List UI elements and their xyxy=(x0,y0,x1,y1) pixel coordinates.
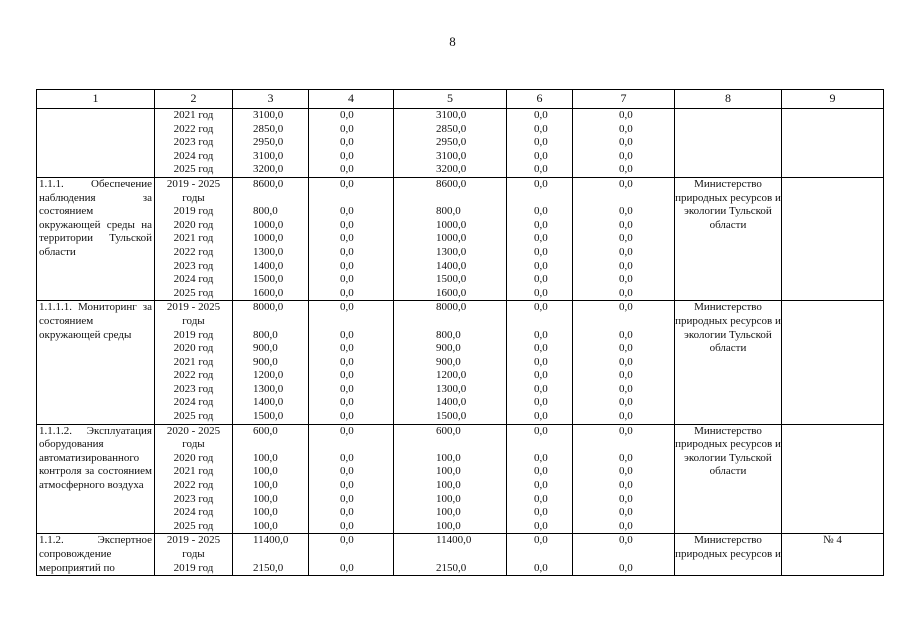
cell-value: 2020 - 2025 xyxy=(166,424,221,437)
cell-value: 0,0 xyxy=(340,479,354,492)
cell-value: 2022 год xyxy=(173,369,214,382)
cell-value: 2850,0 xyxy=(436,122,467,135)
cell-value: 0,0 xyxy=(340,286,354,299)
cell-value xyxy=(233,192,308,206)
cell-value: 0,0 xyxy=(340,163,354,176)
cell-value: 0,0 xyxy=(340,424,354,437)
cell-value xyxy=(507,438,572,452)
column-7-cell xyxy=(573,534,675,576)
page-number: 8 xyxy=(449,34,456,49)
cell-value: 0,0 xyxy=(534,218,548,231)
cell-value: 800,0 xyxy=(253,328,278,341)
column-4-cell xyxy=(309,534,394,576)
cell-value: 0,0 xyxy=(619,245,633,258)
responsible-organization: Министерство природных ресурсов и экологии Тульской области xyxy=(675,177,782,300)
column-6-cell xyxy=(507,177,573,300)
cell-value: 2021 год xyxy=(173,465,214,478)
activity-description xyxy=(37,109,155,178)
cell-value: 0,0 xyxy=(534,561,548,574)
cell-value: 0,0 xyxy=(619,163,633,176)
cell-value: 3100,0 xyxy=(253,109,284,121)
cell-value: 0,0 xyxy=(534,149,548,162)
cell-value: 0,0 xyxy=(619,301,633,314)
cell-value: 100,0 xyxy=(436,519,461,532)
cell-value: 2150,0 xyxy=(436,561,467,574)
cell-value: 0,0 xyxy=(534,109,548,121)
column-header-5: 5 xyxy=(394,90,507,109)
cell-value: 1000,0 xyxy=(436,218,467,231)
cell-value: 900,0 xyxy=(253,342,278,355)
cell-value: 0,0 xyxy=(534,301,548,314)
cell-value: 2019 год xyxy=(173,561,214,574)
cell-value: 0,0 xyxy=(534,506,548,519)
cell-value xyxy=(507,192,572,206)
cell-value: 0,0 xyxy=(619,410,633,423)
cell-value: 0,0 xyxy=(534,122,548,135)
cell-value: 0,0 xyxy=(340,465,354,478)
cell-value xyxy=(394,192,506,206)
cell-value: 0,0 xyxy=(340,328,354,341)
cell-value xyxy=(573,438,674,452)
column-2-cell xyxy=(155,424,233,534)
cell-value: 2850,0 xyxy=(253,122,284,135)
cell-value: 100,0 xyxy=(436,506,461,519)
cell-value: 11400,0 xyxy=(253,534,289,547)
cell-value xyxy=(507,315,572,329)
activity-description: 1.1.1.1. Мониторинг за состоянием окружающей среды xyxy=(37,301,155,424)
cell-value: 2025 год xyxy=(173,410,214,423)
cell-value: 100,0 xyxy=(253,506,278,519)
cell-value: 2025 год xyxy=(173,286,214,299)
column-header-8: 8 xyxy=(675,90,782,109)
cell-value: 0,0 xyxy=(619,122,633,135)
column-3-cell xyxy=(233,424,309,534)
column-7-cell xyxy=(573,109,675,178)
column-6-cell xyxy=(507,424,573,534)
cell-value: 0,0 xyxy=(534,396,548,409)
cell-value: 0,0 xyxy=(619,451,633,464)
cell-value: 2024 год xyxy=(173,396,214,409)
column-6-cell xyxy=(507,301,573,424)
cell-value: 0,0 xyxy=(340,451,354,464)
cell-value: 0,0 xyxy=(534,479,548,492)
cell-value: 800,0 xyxy=(253,205,278,218)
cell-value: 0,0 xyxy=(619,519,633,532)
cell-value: 900,0 xyxy=(436,355,461,368)
column-3-cell xyxy=(233,534,309,576)
cell-value: 0,0 xyxy=(619,424,633,437)
cell-value: 0,0 xyxy=(340,519,354,532)
cell-value: 2019 год xyxy=(173,205,214,218)
cell-value: 0,0 xyxy=(340,205,354,218)
cell-value: 1300,0 xyxy=(253,382,284,395)
column-header-6: 6 xyxy=(507,90,573,109)
cell-value: 0,0 xyxy=(340,177,354,190)
indicator-reference xyxy=(782,177,884,300)
cell-value xyxy=(309,548,393,562)
cell-value: 2019 - 2025 xyxy=(166,534,221,547)
cell-value: 0,0 xyxy=(619,286,633,299)
cell-value: 2021 год xyxy=(173,355,214,368)
cell-value: 1500,0 xyxy=(253,273,284,286)
cell-value: 0,0 xyxy=(619,396,633,409)
cell-value xyxy=(394,315,506,329)
cell-value: 2023 год xyxy=(173,136,214,149)
cell-value: 2950,0 xyxy=(253,136,284,149)
cell-value: 2019 - 2025 xyxy=(166,177,221,190)
cell-value: 2024 год xyxy=(173,149,214,162)
cell-value: 2024 год xyxy=(173,273,214,286)
cell-value xyxy=(573,548,674,562)
responsible-organization: Министерство природных ресурсов и xyxy=(675,534,782,576)
cell-value: 0,0 xyxy=(534,136,548,149)
column-6-cell xyxy=(507,534,573,576)
cell-value: 1500,0 xyxy=(253,410,284,423)
cell-value: 1600,0 xyxy=(253,286,284,299)
cell-value: 0,0 xyxy=(340,369,354,382)
cell-value xyxy=(394,438,506,452)
column-4-cell xyxy=(309,301,394,424)
cell-value: 0,0 xyxy=(619,205,633,218)
cell-value: 100,0 xyxy=(436,479,461,492)
cell-value: 1000,0 xyxy=(436,232,467,245)
cell-value: 2150,0 xyxy=(253,561,284,574)
column-5-cell xyxy=(394,109,507,178)
cell-value: годы xyxy=(182,438,205,451)
cell-value: 800,0 xyxy=(436,328,461,341)
cell-value: 0,0 xyxy=(534,245,548,258)
cell-value: годы xyxy=(182,314,205,327)
cell-value xyxy=(309,315,393,329)
cell-value: 3200,0 xyxy=(436,163,467,176)
cell-value: 0,0 xyxy=(619,492,633,505)
indicator-reference: № 4 xyxy=(782,534,884,576)
cell-value: 0,0 xyxy=(534,424,548,437)
cell-value: 0,0 xyxy=(340,245,354,258)
cell-value: 0,0 xyxy=(619,259,633,272)
indicator-reference xyxy=(782,424,884,534)
column-5-cell xyxy=(394,424,507,534)
cell-value: 0,0 xyxy=(340,492,354,505)
cell-value: 0,0 xyxy=(340,355,354,368)
cell-value: 0,0 xyxy=(619,328,633,341)
cell-value: 0,0 xyxy=(534,163,548,176)
cell-value: 0,0 xyxy=(619,479,633,492)
cell-value: 0,0 xyxy=(340,561,354,574)
cell-value xyxy=(309,192,393,206)
responsible-organization: Министерство природных ресурсов и экологии Тульской области xyxy=(675,301,782,424)
cell-value: 3100,0 xyxy=(253,149,284,162)
cell-value: 100,0 xyxy=(436,465,461,478)
cell-value: 0,0 xyxy=(534,232,548,245)
cell-value: 0,0 xyxy=(619,506,633,519)
cell-value: 0,0 xyxy=(619,369,633,382)
cell-value: 2019 - 2025 xyxy=(166,301,221,314)
cell-value: 2025 год xyxy=(173,163,214,176)
cell-value: 2950,0 xyxy=(436,136,467,149)
cell-value: 0,0 xyxy=(619,534,633,547)
cell-value: 1400,0 xyxy=(436,396,467,409)
cell-value: 0,0 xyxy=(534,177,548,190)
column-4-cell xyxy=(309,177,394,300)
column-2-cell xyxy=(155,534,233,576)
cell-value: 0,0 xyxy=(619,382,633,395)
budget-table xyxy=(36,89,884,576)
cell-value xyxy=(507,548,572,562)
cell-value: 0,0 xyxy=(534,328,548,341)
cell-value xyxy=(233,548,308,562)
cell-value: 2019 год xyxy=(173,328,214,341)
cell-value: 1300,0 xyxy=(436,245,467,258)
column-4-cell xyxy=(309,109,394,178)
cell-value: 1200,0 xyxy=(436,369,467,382)
cell-value: 2025 год xyxy=(173,519,214,532)
column-header-2: 2 xyxy=(155,90,233,109)
cell-value: 11400,0 xyxy=(436,534,472,547)
cell-value: 100,0 xyxy=(253,465,278,478)
cell-value: 0,0 xyxy=(340,109,354,121)
cell-value: 0,0 xyxy=(619,355,633,368)
column-3-cell xyxy=(233,177,309,300)
cell-value xyxy=(573,315,674,329)
cell-value: 2023 год xyxy=(173,492,214,505)
cell-value: 1000,0 xyxy=(253,218,284,231)
cell-value: 0,0 xyxy=(619,465,633,478)
column-3-cell xyxy=(233,109,309,178)
cell-value: 0,0 xyxy=(340,382,354,395)
cell-value: годы xyxy=(182,191,205,204)
column-2-cell xyxy=(155,109,233,178)
cell-value: 0,0 xyxy=(340,534,354,547)
cell-value: 100,0 xyxy=(253,479,278,492)
activity-description: 1.1.1.2. Эксплуатация оборудования автоматизированного контроля за состоянием атмосферного воздуха xyxy=(37,424,155,534)
cell-value: 0,0 xyxy=(619,232,633,245)
cell-value: 0,0 xyxy=(340,232,354,245)
column-2-cell xyxy=(155,177,233,300)
column-5-cell xyxy=(394,301,507,424)
cell-value: 900,0 xyxy=(436,342,461,355)
cell-value: 800,0 xyxy=(436,205,461,218)
cell-value: 0,0 xyxy=(340,506,354,519)
cell-value: 1200,0 xyxy=(253,369,284,382)
cell-value: 0,0 xyxy=(619,218,633,231)
cell-value: 0,0 xyxy=(340,218,354,231)
cell-value: 0,0 xyxy=(340,342,354,355)
cell-value: 600,0 xyxy=(253,424,278,437)
cell-value: 1400,0 xyxy=(253,259,284,272)
column-5-cell xyxy=(394,177,507,300)
cell-value xyxy=(233,315,308,329)
column-header-3: 3 xyxy=(233,90,309,109)
column-4-cell xyxy=(309,424,394,534)
cell-value: 1500,0 xyxy=(436,410,467,423)
cell-value: 3100,0 xyxy=(436,149,467,162)
cell-value xyxy=(233,438,308,452)
cell-value: 0,0 xyxy=(619,273,633,286)
cell-value: 1300,0 xyxy=(436,382,467,395)
column-7-cell xyxy=(573,424,675,534)
column-header-4: 4 xyxy=(309,90,394,109)
cell-value: 8000,0 xyxy=(253,301,284,314)
cell-value: 2020 год xyxy=(173,218,214,231)
cell-value: 100,0 xyxy=(436,492,461,505)
activity-description: 1.1.2. Экспертное сопровождение мероприятий по xyxy=(37,534,155,576)
cell-value: 8000,0 xyxy=(436,301,467,314)
indicator-reference xyxy=(782,109,884,178)
indicator-reference xyxy=(782,301,884,424)
cell-value: 0,0 xyxy=(534,342,548,355)
column-2-cell xyxy=(155,301,233,424)
cell-value: 2023 год xyxy=(173,382,214,395)
cell-value: 0,0 xyxy=(534,451,548,464)
cell-value: 0,0 xyxy=(534,259,548,272)
cell-value: 0,0 xyxy=(534,286,548,299)
cell-value: 0,0 xyxy=(619,149,633,162)
cell-value: 100,0 xyxy=(436,451,461,464)
cell-value: 2020 год xyxy=(173,451,214,464)
cell-value: 1000,0 xyxy=(253,232,284,245)
cell-value: 0,0 xyxy=(534,273,548,286)
cell-value: 0,0 xyxy=(619,342,633,355)
cell-value xyxy=(573,192,674,206)
cell-value: 0,0 xyxy=(534,534,548,547)
cell-value: годы xyxy=(182,548,205,560)
cell-value xyxy=(394,548,506,562)
cell-value: 0,0 xyxy=(619,109,633,121)
responsible-organization xyxy=(675,109,782,178)
cell-value: 1600,0 xyxy=(436,286,467,299)
cell-value: 100,0 xyxy=(253,492,278,505)
cell-value: 0,0 xyxy=(340,410,354,423)
cell-value: 2021 год xyxy=(173,109,214,121)
header-row xyxy=(37,90,884,109)
cell-value: 0,0 xyxy=(534,205,548,218)
cell-value: 8600,0 xyxy=(253,177,284,190)
cell-value: 0,0 xyxy=(534,519,548,532)
cell-value: 0,0 xyxy=(340,396,354,409)
cell-value: 0,0 xyxy=(340,136,354,149)
responsible-organization: Министерство природных ресурсов и экологии Тульской области xyxy=(675,424,782,534)
cell-value: 2023 год xyxy=(173,259,214,272)
cell-value: 2022 год xyxy=(173,479,214,492)
column-3-cell xyxy=(233,301,309,424)
cell-value: 900,0 xyxy=(253,355,278,368)
cell-value: 0,0 xyxy=(534,410,548,423)
cell-value: 0,0 xyxy=(534,382,548,395)
table-row xyxy=(37,109,884,178)
column-header-1: 1 xyxy=(37,90,155,109)
column-7-cell xyxy=(573,177,675,300)
cell-value: 1400,0 xyxy=(253,396,284,409)
cell-value: 0,0 xyxy=(340,273,354,286)
cell-value: 3200,0 xyxy=(253,163,284,176)
cell-value: 2022 год xyxy=(173,122,214,135)
column-header-7: 7 xyxy=(573,90,675,109)
activity-description: 1.1.1. Обеспечение наблюдения за состоянием окружающей среды на территории Тульской области xyxy=(37,177,155,300)
table-row xyxy=(37,301,884,424)
table-row xyxy=(37,177,884,300)
cell-value: 0,0 xyxy=(340,149,354,162)
cell-value: 0,0 xyxy=(340,301,354,314)
cell-value: 1500,0 xyxy=(436,273,467,286)
column-6-cell xyxy=(507,109,573,178)
cell-value: 8600,0 xyxy=(436,177,467,190)
cell-value: 1400,0 xyxy=(436,259,467,272)
cell-value: 0,0 xyxy=(340,259,354,272)
column-5-cell xyxy=(394,534,507,576)
table-body xyxy=(37,109,884,576)
column-header-9: 9 xyxy=(782,90,884,109)
cell-value: 2024 год xyxy=(173,506,214,519)
cell-value: 0,0 xyxy=(619,177,633,190)
cell-value: 0,0 xyxy=(619,136,633,149)
column-7-cell xyxy=(573,301,675,424)
table-row xyxy=(37,424,884,534)
cell-value: 0,0 xyxy=(534,355,548,368)
cell-value: 600,0 xyxy=(436,424,461,437)
cell-value: 100,0 xyxy=(253,451,278,464)
cell-value: 1300,0 xyxy=(253,245,284,258)
cell-value: 0,0 xyxy=(534,465,548,478)
cell-value: 0,0 xyxy=(534,492,548,505)
cell-value: 0,0 xyxy=(534,369,548,382)
cell-value: 2021 год xyxy=(173,232,214,245)
cell-value: 0,0 xyxy=(340,122,354,135)
cell-value: 3100,0 xyxy=(436,109,467,121)
cell-value: 2022 год xyxy=(173,245,214,258)
cell-value: 0,0 xyxy=(619,561,633,574)
cell-value: 2020 год xyxy=(173,342,214,355)
table-row xyxy=(37,534,884,576)
cell-value xyxy=(309,438,393,452)
cell-value: 100,0 xyxy=(253,519,278,532)
